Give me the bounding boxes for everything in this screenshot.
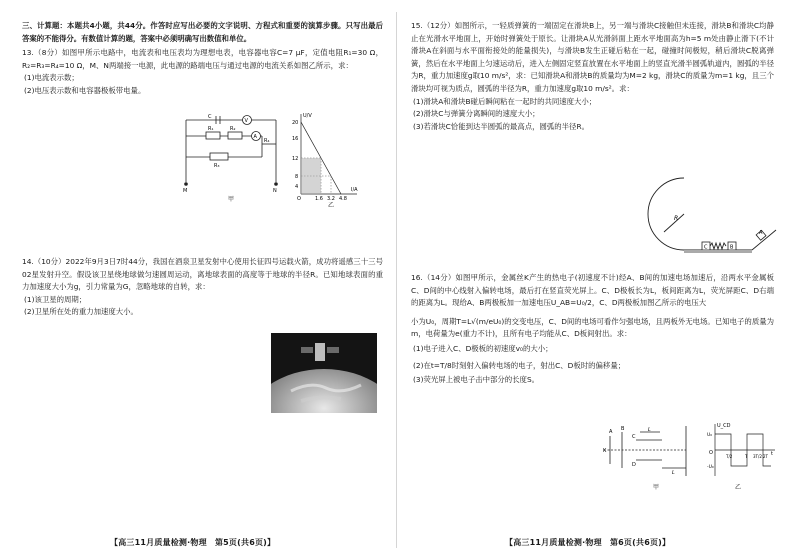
label-B: B [621, 426, 625, 432]
q16-apparatus-diagram [602, 422, 694, 480]
t-axis-label: t [771, 451, 773, 457]
q16-voltage-graph [707, 420, 777, 482]
tick-t-half: T/2 [726, 454, 733, 459]
block-A-label: A [759, 230, 763, 236]
y-tick-20: 20 [292, 120, 299, 126]
graph-x-axis-label: I/A [351, 187, 358, 193]
label-L-plate: L [648, 427, 651, 433]
right-page [397, 0, 794, 560]
q16-sub2: (2)在t=T/8时刻射入偏转电场的电子，射出C、D板时的偏移量； [413, 360, 626, 370]
q16-fig-jia-caption: 甲 [653, 484, 660, 491]
q13-fig-jia-caption: 甲 [228, 196, 235, 203]
x-tick-4.8: 4.8 [339, 196, 347, 202]
label-D: D [632, 462, 636, 468]
label-R-radius: R [674, 215, 679, 222]
q13-ui-graph [289, 110, 361, 202]
label-V: V [244, 118, 248, 124]
left-footer: 【高三11月质量检测·物理 第5页(共6页)】 [110, 538, 276, 547]
label-M: M [183, 188, 188, 194]
label-L-screen: L [672, 470, 675, 476]
x-tick-1.6: 1.6 [315, 196, 323, 202]
label-R4: R₄ [264, 138, 270, 144]
satellite-earth-photo [271, 333, 377, 413]
q15-sub2: (2)滑块C与弹簧分离瞬间的速度大小； [413, 109, 540, 119]
q16-stem-a: 16.（14分）如图甲所示，金属丝K产生的热电子(初速度不计)经A、B间的加速电场加速后，沿两水平金属板C、D间的中心线射入偏转电场，最后打在竖直荧光屏上。C、D极板长为L，板间距离为L，荧光屏距C、D右端的距离为L。现给A、B两极板加一加速电压U_AB=U₀/2，C、D两极板加图乙所示的电压大 [411, 273, 774, 308]
q14-stem: 14.（10分）2022年9月3日7时44分，我国在酒泉卫星发射中心使用长征四号运载火箭，成功将遥感三十三号02星发射升空。假设该卫星绕地球做匀速圆周运动，离地球表面的高度等于地球的半径R。已知地球表面的重力加速度大小为g，引力常量为G，忽略地球的自转，求： [22, 257, 383, 292]
origin-O: O [709, 450, 713, 456]
q16-sub3: (3)荧光屏上被电子击中部分的长度S。 [413, 375, 540, 385]
block-B-label: B [730, 244, 734, 251]
origin-label: O [297, 196, 301, 202]
y-tick-8: 8 [295, 174, 299, 180]
q13-fig-yi-caption: 乙 [328, 202, 335, 209]
q13-stem: 13.（8分）如图甲所示电路中，电流表和电压表均为理想电表，电容器电容C=7 μF，定值电阻R₁=30 Ω，R₂=R₃=R₄=10 Ω，M、N两端接一电源，此电源的路端电压与通过电源的电流关系如图乙所示，求： [22, 48, 383, 70]
y-tick-16: 16 [292, 136, 299, 142]
q13-sub2: (2)电压表示数和电容器极板带电量。 [24, 85, 146, 95]
label-K: K [603, 448, 607, 454]
q16-stem-b: 小为U₀，周期T=L√(m/eU₀)的交变电压，C、D间的电场可看作匀强电场，且两板外无电场。已知电子的质量为m，电荷量为e(重力不计)，且所有电子均能从C、D板间射出。求： [411, 316, 774, 339]
q16-fig-yi-caption: 乙 [735, 484, 742, 491]
block-C-label: C [704, 244, 708, 251]
label-A: A [609, 429, 613, 435]
y-tick-4: 4 [295, 184, 299, 190]
q14-sub1: (1)该卫星的周期； [24, 294, 87, 304]
q13-sub1: (1)电流表示数； [24, 73, 79, 83]
label-C: C [208, 114, 212, 120]
u-axis-label: U_CD [717, 423, 731, 429]
label-A: A [253, 134, 257, 140]
neg-u0-label: -U₀ [707, 465, 714, 470]
x-tick-3.2: 3.2 [327, 196, 335, 202]
tick-3t-half: 3T/2 [753, 454, 762, 459]
label-C: C [632, 434, 636, 440]
section-header: 三、计算题：本题共4小题，共44分。作答时应写出必要的文字说明、方程式和重要的演算步骤。只写出最后答案的不能得分。有数值计算的题，答案中必须明确写出数值和单位。 [22, 21, 383, 43]
q16-sub1: (1)电子进入C、D极板的初速度v₀的大小； [413, 343, 553, 353]
u0-label: U₀ [707, 433, 713, 438]
q15-sub3: (3)若滑块C恰能到达半圆弧的最高点，圆弧的半径R。 [413, 121, 589, 131]
q13-circuit-diagram [176, 112, 286, 194]
right-footer: 【高三11月质量检测·物理 第6页(共6页)】 [505, 538, 671, 547]
label-R3: R₃ [214, 163, 220, 169]
q15-stem: 15.（12分）如图所示，一轻质弹簧的一端固定在滑块B上，另一端与滑块C接触但未连接，滑块B和滑块C均静止在光滑水平地面上，开始时弹簧处于原长。让滑块A从光滑斜面上距水平地面高为h=5 m处由静止滑下(不计滑块A在斜面与水平面衔接处的能量损失)，与滑块B发生正碰后粘在一起，碰撞时间极短，稍后滑块C脱离弹簧，然后在水平地面上匀速运动后，进入左侧固定竖直放置在水平地面上的竖直光滑半圆弧轨道内，圆弧的半径为R，重力加速度g取10 m/s²，求：已知滑块A和滑块B的质量均为M=2 kg，滑块C的质量为m=1 kg，且三个滑块均可视为质点，圆弧的半径为R，重力加速度g取10 m/s²。求： [411, 21, 774, 93]
tick-t: T [745, 454, 748, 459]
tick-2t: 2T [763, 454, 768, 459]
label-N: N [273, 188, 277, 194]
graph-y-axis-label: U/V [303, 113, 312, 119]
q15-track-diagram [640, 172, 780, 254]
q15-sub1: (1)滑块A和滑块B碰后瞬间粘在一起时的共同速度大小； [413, 96, 597, 106]
label-R2: R₂ [230, 126, 236, 132]
y-tick-12: 12 [292, 156, 299, 162]
q14-sub2: (2)卫星所在处的重力加速度大小。 [24, 307, 138, 317]
label-R1: R₁ [208, 126, 214, 132]
